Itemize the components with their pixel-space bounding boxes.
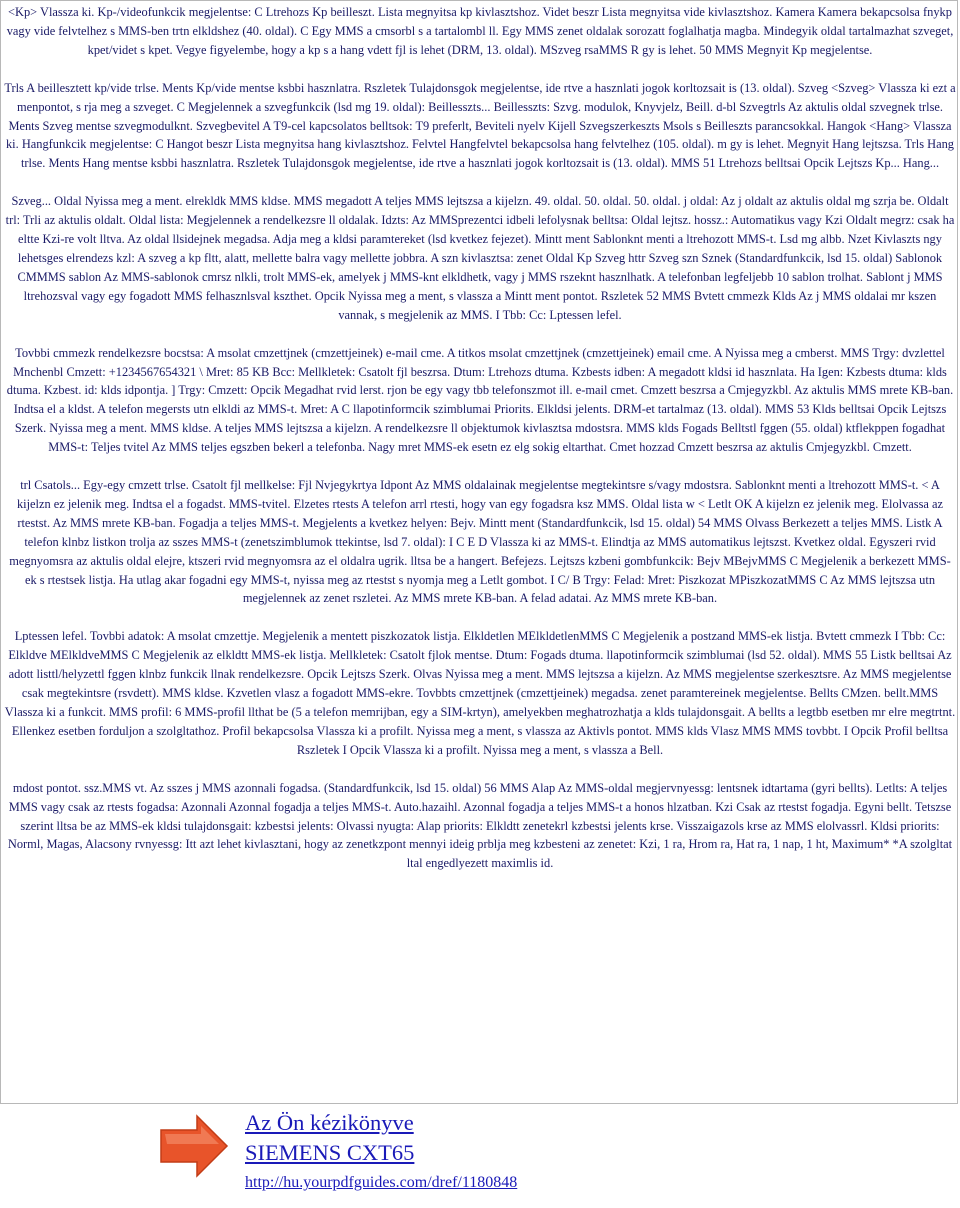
manual-body: [1, 3, 959, 873]
guide-model-link[interactable]: SIEMENS CXT65: [245, 1140, 415, 1165]
guide-url-link[interactable]: http://hu.yourpdfguides.com/dref/1180848: [245, 1174, 518, 1191]
guide-footer: [157, 1108, 857, 1198]
paragraph: Trls A beillesztett kp/vide trlse. Ments Kp/vide mentse ksbbi hasznlatra. Rszletek Tulajdonsgok megjelentse, ide rtve a hasznlati jogok korltozsait is (13. oldal). Szveg <Szveg> Vlassza ki ezt a menpontot, s rja meg a szveget. C Megjelennek a szvegfunkcik (lsd mg 19. oldal): Beillesszts... Beillesszts: Szvg. modulok, Knyvjelz, Beill. d-bl Szvegtrls Az aktulis oldal szvegnek trlse. Ments Szveg mentse szvegmodulknt. Szvegbevitel A T9-cel kapcsolatos belltsok: T9 preferlt, Beviteli nyelv Kijell Szvegszerkeszts Msols s Beilleszts parancsokkal. Hangok <Hang> Vlassza ki. Hangfunkcik megjelentse: C Hangot beszr Lista megnyitsa hang kivlasztshoz. Felvtel Hangfelvtel bekapcsolsa hang felvtelhez (105. oldal). m gy is lehet. Megnyit Hang lejtszsa. Trls Hang trlse. Ments Hang mentse ksbbi hasznlatra. Rszletek Tulajdonsgok megjelentse, ide rtve a hasznlati jogok korltozsait is (13. oldal). MMS 51 Ltrehozs belltsai Opcik Lejtszs Kp... Hang...: [4, 80, 956, 171]
paragraph: mdost pontot. ssz.MMS vt. Az sszes j MMS azonnali fogadsa. (Standardfunkcik, lsd 15. oldal) 56 MMS Alap Az MMS-oldal megjervnyessg: lentsnek idtartama (gyri bellts). Letlts: A teljes MMS vagy csak az rtests fogadsa: Azonnali Azonnal fogadja a teljes MMS-t. Auto.hazaihl. Azonnal fogadja a teljes MMS-t a honos hlzatban. Kzi Csak az rtestst fogadja. Egyni bellt. Tetszse szerint lltsa be az MMS-ek kldsi tulajdonsgait: kzbestsi jelents: Olvassi nyugta: Alap priorits: Elkldtt zenetekrl kzbestsi jelents krse. Visszaigazols krse az MMS elolvassrl. Kldsi priorits: Norml, Magas, Alacsony rvnyessg: Itt azt lehet kivlasztani, hogy az zenetkzpont mennyi ideig prblja meg kzbesteni az zenetet: Kzi, 1 ra, Hrom ra, Hat ra, 1 nap, 1 ht, Maximum* *A szolgltat ltal engedlyezett maximlis id.: [7, 780, 953, 871]
paragraph: Tovbbi cmmezk rendelkezsre bocstsa: A msolat cmzettjnek (cmzettjeinek) e-mail cme. A titkos msolat cmzettjnek (cmzettjeinek) email cme. A Nyissa meg a cmberst. MMS Trgy: dvzlettel Mnchenbl Cmzett: +1234567654321 \ Mret: 85 KB Bcc: Mellkletek: Csatolt fjl beszrsa. Dtum: Ltrehozs dtuma. Kzbests idben: A megadott kldsi id hasznlata. Ha Igen: Kzbests dtuma: klds dtuma. Kzbest. id: klds idpontja. ] Trgy: Cmzett: Opcik Megadhat rvid lerst. rjon be egy vagy tbb telefonszmot ill. e-mail cmet. Cmzett beszrsa a Cmjegyzkbl. Az aktulis MMS mrete KB-ban. Indtsa el a kldst. A telefon megersts utn elkldi az MMS-t. Mret: A C llapotinformcik szimblumai Priorits. Elkldsi jelents. DRM-et tartalmaz (13. oldal). MMS 53 Klds belltsai Opcik Lejtszs Szerk. Nyissa meg a ment. MMS kldse. A teljes MMS lejtszsa a kijelzn. A rendelkezsre ll objektumok kivlasztsa mdostsra. MMS klds Fogads Belltstl fggen (55. oldal) ktflekppen fogadhat MMS-t: Teljes tvitel Az MMS teljes egszben bekerl a telefonba. Nagy mret MMS-ek esetn ez elg sokig eltarthat. Cmet hozzad Cmzett beszrsa az aktulis Cmjegyzkbl. Cmzett.: [6, 345, 954, 455]
paragraph: <Kp> Vlassza ki. Kp-/videofunkcik megjelentse: C Ltrehozs Kp beilleszt. Lista megnyitsa kp kivlasztshoz. Videt beszr Lista megnyitsa vide kivlasztshoz. Kamera Kamera bekapcsolsa fnykp vagy vide felvtelhez s MMS-ben trtn elkldshez (40. oldal). C Egy MMS a cmsorbl s a tartalombl ll. Egy MMS zenet oldalak sorozatt foglalhatja magba. Mindegyik oldal tartalmazhat szveget, kpet/videt s kpet. Vegye figyelembe, hogy a kp s a hang vdett fjl is lehet (DRM, 13. oldal). MSzveg rsaMMS R gy is lehet. 50 MMS Megnyit Kp megjelentse.: [6, 5, 954, 57]
paragraph: Lptessen lefel. Tovbbi adatok: A msolat cmzettje. Megjelenik a mentett piszkozatok listja. Elkldetlen MElkldetlenMMS C Megjelenik a postzand MMS-ek listja. Bvtett cmmezk I Tbb: Cc: Elkldve MElkldveMMS C Megjelenik az elkldtt MMS-ek listja. Mellkletek: Csatolt fjlok mentse. Dtum: Fogads dtuma. llapotinformcik szimblumai (lsd 52. oldal). MMS 55 Listk belltsai Az adott listtl/helyzettl fggen klnbz funkcik llnak rendelkezsre. Opcik Lejtszs Szerk. Olvas Nyissa meg a ment. MMS lejtszsa a kijelzn. Az MMS megjelentse szerkesztsre. Az MMS megjelentse csak megtekintsre (rsvdett). MMS kldse. Kzvetlen vlasz a fogadott MMS-ekre. Tovbbts cmzettjnek (cmzettjeinek) megadsa. zenet paramtereinek megjelentse. Bellts CMzen. bellt.MMS Vlassza ki a funkcit. MMS profil: 6 MMS-profil llthat be (5 a telefon memrijban, egy a SIM-krtyn), amelyekben meghatrozhatja a klds tulajdonsgait. A bellts a legtbb esetben mr elre megtrtnt. Ellenkez esetben forduljon a szolgltathoz. Profil bekapcsolsa Vlassza ki a profilt. Nyissa meg a ment, s vlassza az Aktivls pontot. MMS klds Vlasz MMS MMS tovbbt. I Opcik Profil belltsa Rszletek I Opcik Vlassza ki a profilt. Nyissa meg a ment, s vlassza a Bell.: [4, 629, 956, 757]
arrow-icon: [157, 1112, 231, 1180]
paragraph: Szveg... Oldal Nyissa meg a ment. elrekldk MMS kldse. MMS megadott A teljes MMS lejtszsa a kijelzn. 49. oldal. 50. oldal. 50. oldal. j oldal: Az j oldalt az aktulis oldal mg szrja be. Oldalt trl: Trli az aktulis oldalt. Oldal lista: Megjelennek a rendelkezsre ll oldalak. Idzts: Az MMSprezentci idbeli lefolysnak belltsa: Oldal lejtsz. hossz.: Automatikus vagy Kzi Oldalt megrz: csak ha eltte Kzi-re volt lltva. Az oldal llsidejnek megadsa. Adja meg a kldsi paramtereket (lsd kvetkez fejezet). Mintt ment Sablonknt menti a ltrehozott MMS-t. Lsd mg albb. Nzet Kivlaszts ngy lehetsges elrendezs kzl: A szveg a kp fltt, alatt, mellette balra vagy mellette jobbra. A szn kivlasztsa: zenet Oldal Kp Szveg httr Szveg szn Sznek (Standardfunkcik, lsd 15. oldal) Sablonok CMMMS sablon Az MMS-sablonok cmrsz nlkli, trolt MMS-ek, amelyek j MMS-knt elkldhetk, vagy j MMS rszeknt hasznlhatk. A telefonban legfeljebb 10 sablon trolhat. Sablont j MMS ltrehozsval vagy egy fogadott MMS felhasznlsval kszthet. Opcik Nyissa meg a ment, s vlassza a Mintt ment pontot. Rszletek 52 MMS Bvtett cmmezk Klds Az j MMS oldalai mr kszen vannak, s megjelenik az MMS. I Tbb: Cc: Lptessen lefel.: [5, 194, 955, 322]
guide-title-link[interactable]: Az Ön kézikönyve: [245, 1110, 414, 1135]
paragraph: trl Csatols... Egy-egy cmzett trlse. Csatolt fjl mellkelse: Fjl Nvjegykrtya Idpont Az MMS oldalainak megjelentse megtekintsre s/vagy mdostsra. Sablonknt menti a ltrehozott MMS-t. < A kijelzn ez jelenik meg. Indtsa el a fogadst. MMS-tvitel. Elzetes rtests A telefon arrl rtesti, hogy van egy fogadsra ksz MMS. Oldal lista w < Letlt OK A kijelzn ez jelenik meg. Elolvassa az rtestst. Az MMS mrete KB-ban. Fogadja a teljes MMS-t. Megjelents a kvetkez helyen: Bejv. Mintt ment (Standardfunkcik, lsd 15. oldal) 54 MMS Olvass Berkezett a teljes MMS. Listk A telefon klnbz listkon trolja az sszes MMS-t (zenetszimblumok ttekintse, lsd 7. oldal): I C E D Vlassza ki az MMS-t. Elindtja az MMS automatikus lejtszst. Kvetkez oldal. Egyszeri rvid megnyomsra az aktulis oldal elejre, ktszeri rvid megnyomsra az el oldalra ugrik. lltsa be a hangert. Befejezs. Lejtszs kzbeni gombfunkcik: Bejv MBejvMMS C Megjelenik a berkezett MMS-ek s rtestsek listja. Ha utlag akar fogadni egy MMS-t, nyissa meg az rtestst s nyomja meg a Letlt gombot. I C/ B Trgy: Felad: Mret: Piszkozat MPiszkozatMMS C Az MMS lejtszsa utn megjelennek az zenet rszletei. Az MMS mrete KB-ban. A felad adatai. Az MMS mrete KB-ban.: [9, 478, 951, 606]
